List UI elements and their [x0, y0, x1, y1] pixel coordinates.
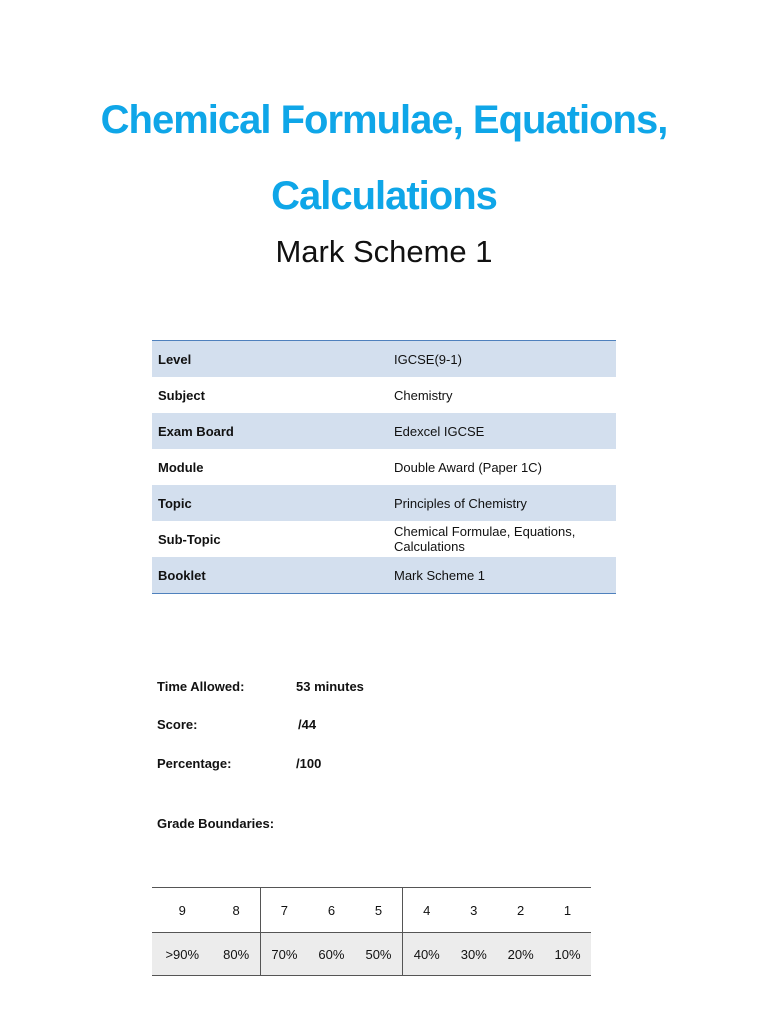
- info-value: Chemistry: [394, 387, 453, 403]
- info-label: Subject: [158, 387, 205, 403]
- info-label: Level: [152, 341, 388, 378]
- percent-cell: 10%: [544, 933, 591, 976]
- percent-cell: 80%: [213, 933, 261, 976]
- info-label: Module: [158, 459, 204, 475]
- percent-cell: 40%: [403, 933, 451, 976]
- grade-cell: 9: [152, 888, 213, 933]
- grade-cell: 4: [403, 888, 451, 933]
- info-row-exam-board: [152, 413, 616, 449]
- info-value: Mark Scheme 1: [388, 557, 616, 594]
- info-row-topic: [152, 485, 616, 521]
- info-value: Chemical Formulae, Equations, Calculations: [394, 524, 576, 554]
- percentage-label: Percentage:: [157, 756, 232, 771]
- info-row-sub-topic: [152, 521, 616, 557]
- title-line-1: Chemical Formulae, Equations,: [100, 98, 668, 142]
- percent-cell: >90%: [152, 933, 213, 976]
- percentage-value: /100: [296, 756, 322, 771]
- grade-cell: 7: [260, 888, 308, 933]
- grade-cell: 2: [497, 888, 544, 933]
- grade-cell: 1: [544, 888, 591, 933]
- score-row: [157, 717, 317, 732]
- grade-cell: 5: [355, 888, 403, 933]
- info-label: Exam Board: [152, 413, 388, 449]
- page-title: [0, 82, 768, 234]
- time-allowed-label: Time Allowed:: [157, 679, 245, 694]
- time-allowed-value: 53 minutes: [296, 679, 364, 694]
- percent-cell: 70%: [260, 933, 308, 976]
- percent-cell: 50%: [355, 933, 403, 976]
- percent-cell: 20%: [497, 933, 544, 976]
- time-allowed-row: [157, 679, 364, 694]
- info-value: Edexcel IGCSE: [388, 413, 616, 449]
- percent-row: [152, 933, 591, 976]
- grade-boundaries-label: Grade Boundaries:: [157, 816, 275, 831]
- info-label: Sub-Topic: [158, 531, 221, 547]
- info-table: [152, 340, 616, 594]
- grade-cell: 8: [213, 888, 261, 933]
- info-row-module: [152, 449, 616, 485]
- info-row-subject: [152, 377, 616, 413]
- grade-cell: 3: [450, 888, 497, 933]
- info-label: Booklet: [152, 557, 388, 594]
- title-line-2: Calculations: [271, 174, 497, 218]
- score-label: Score:: [157, 717, 198, 732]
- info-row-booklet: [152, 557, 616, 594]
- grade-row: [152, 888, 591, 933]
- grade-boundaries-table: [152, 887, 591, 976]
- percent-cell: 60%: [308, 933, 355, 976]
- info-value: Principles of Chemistry: [388, 485, 616, 521]
- percentage-row: [157, 756, 322, 771]
- info-row-level: [152, 341, 616, 378]
- percent-cell: 30%: [450, 933, 497, 976]
- score-value: /44: [298, 717, 317, 732]
- info-label: Topic: [152, 485, 388, 521]
- info-value: Double Award (Paper 1C): [394, 459, 542, 475]
- grade-cell: 6: [308, 888, 355, 933]
- page-subtitle: Mark Scheme 1: [275, 234, 493, 269]
- info-value: IGCSE(9-1): [388, 341, 616, 378]
